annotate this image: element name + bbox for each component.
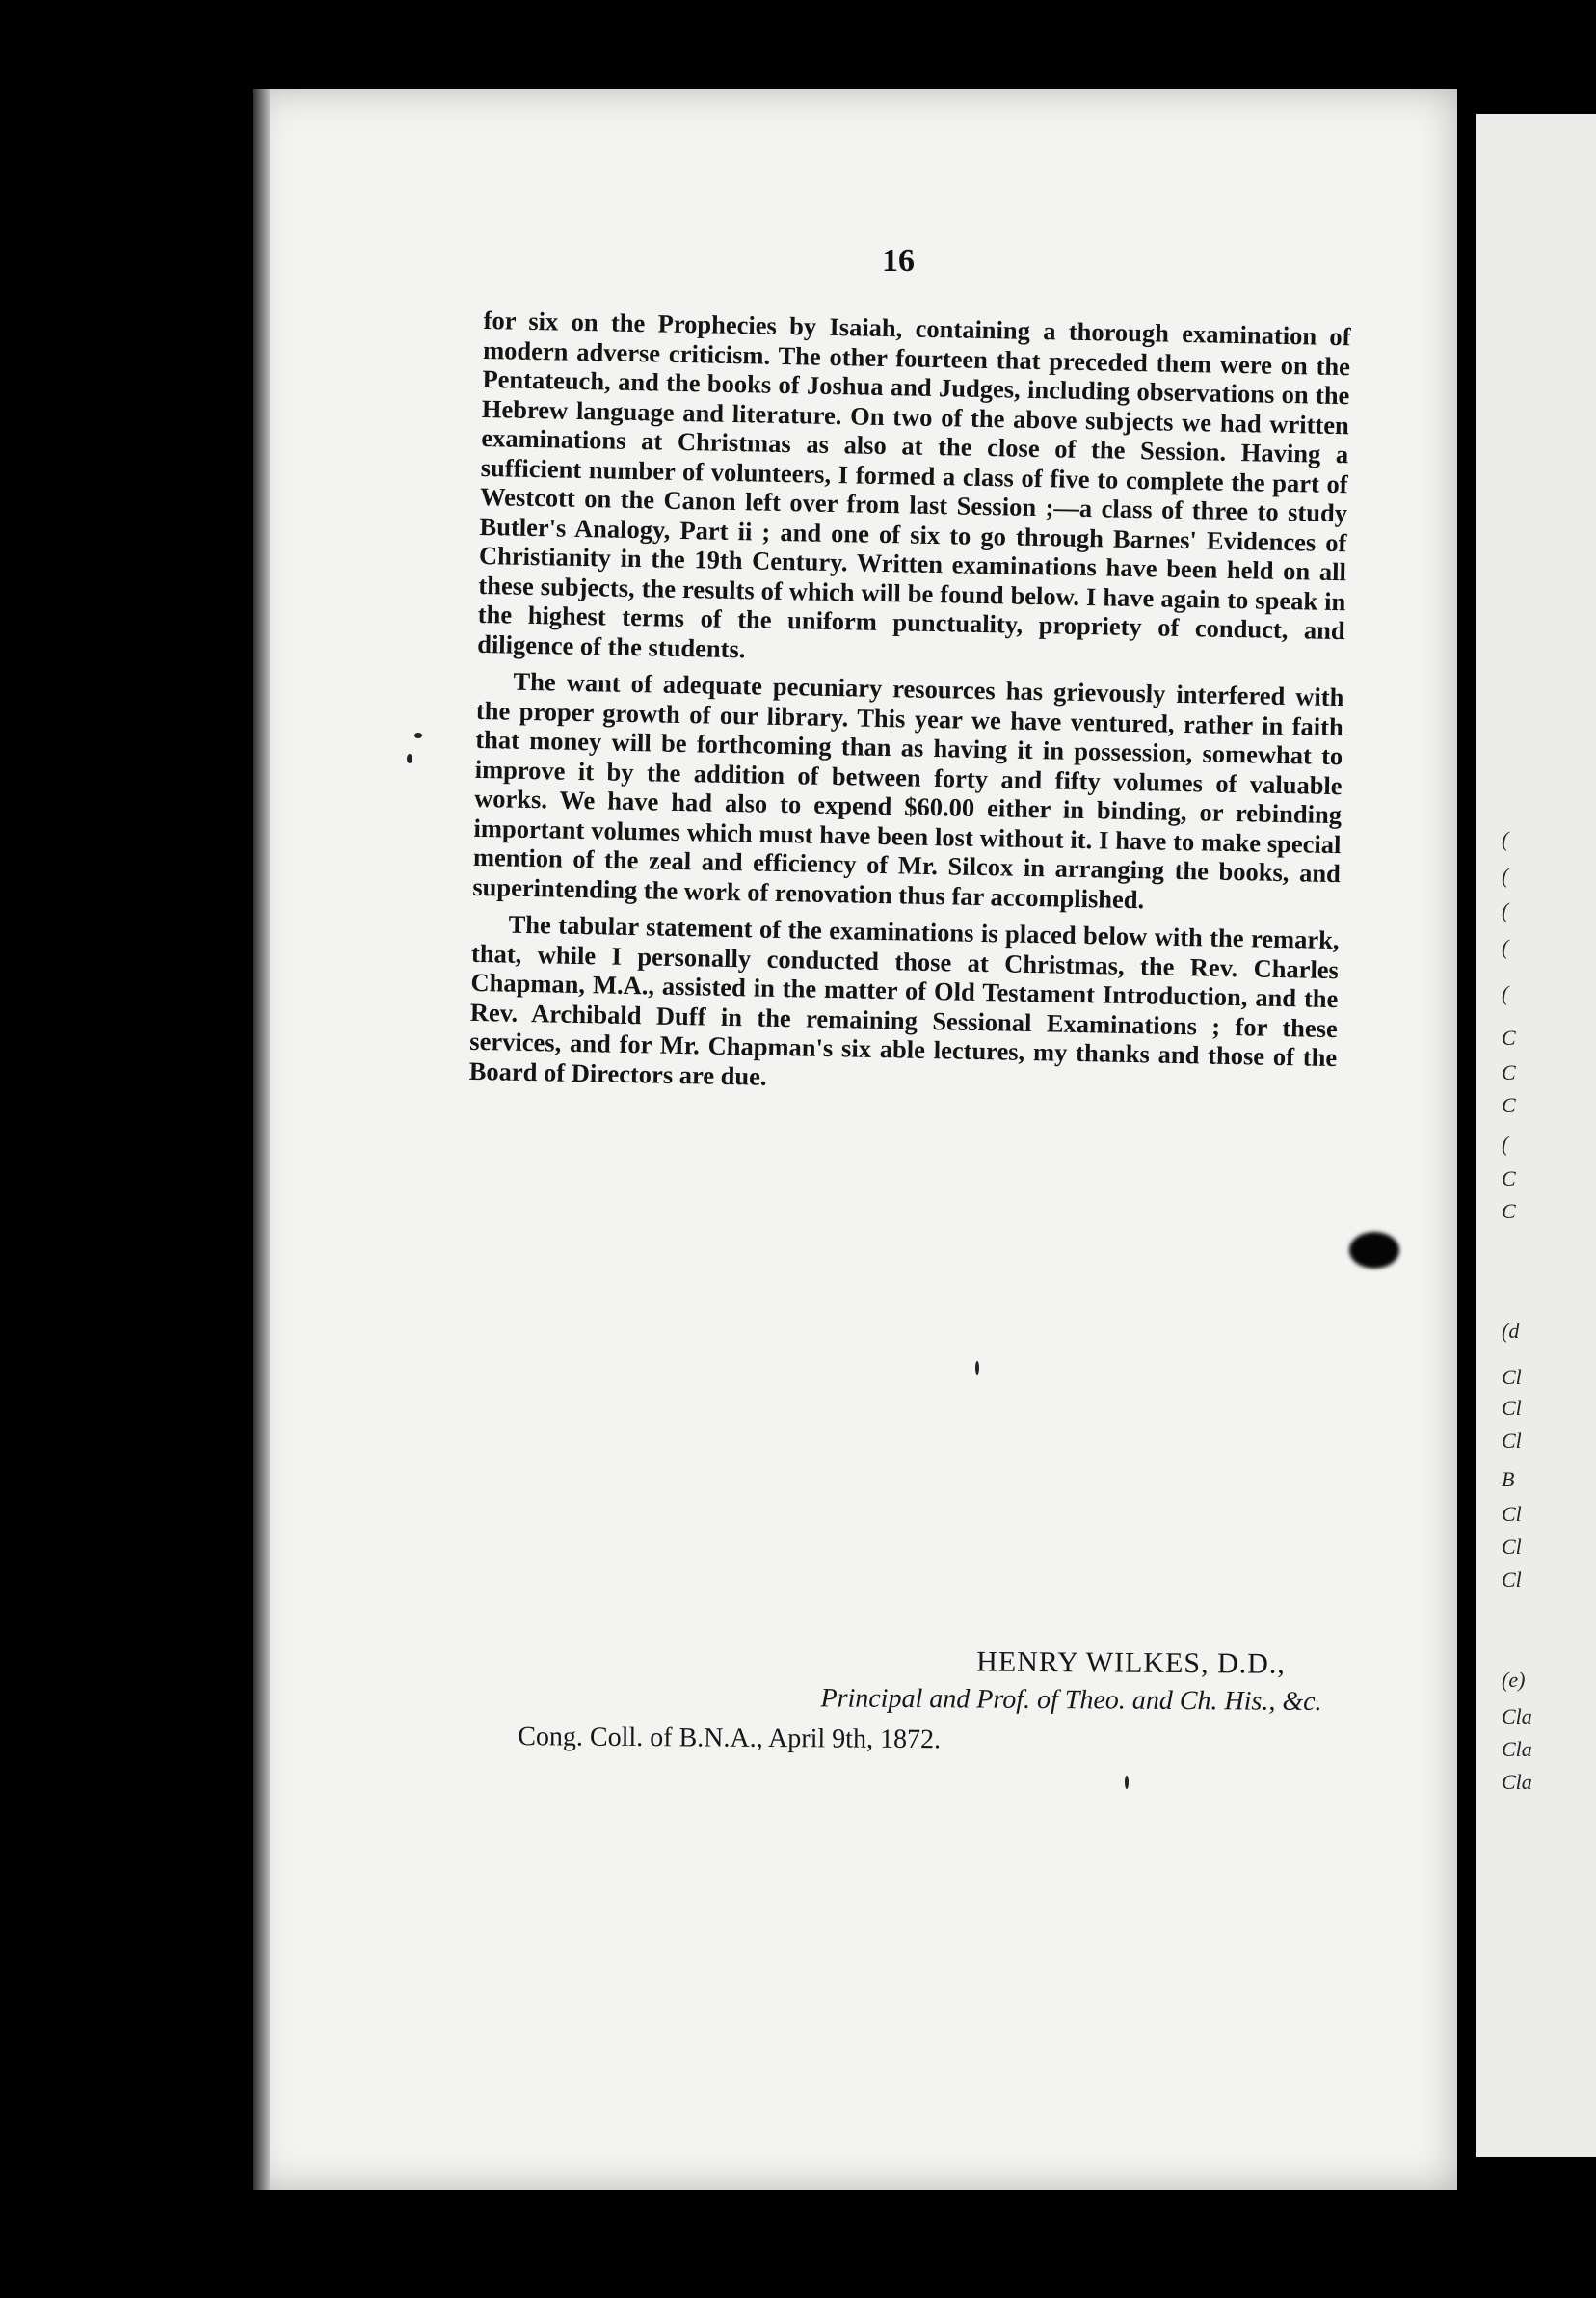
speck-mark (975, 1361, 979, 1375)
fragment: Cl (1502, 1567, 1522, 1591)
fragment: Cla (1502, 1737, 1532, 1761)
fragment: C (1502, 1026, 1516, 1050)
signature-name: HENRY WILKES, D.D., (976, 1645, 1286, 1680)
paragraph-1: for six on the Prophecies by Isaiah, containing a thorough examination of modern adverse criticism. The other fourteen that preceded them were on the Pentateuch, and the books of Joshua and Judges, including observations on the Hebrew language and literature. On two of the above subjects we had written examinations at Christmas as also at the close of the Session. Having a sufficient number of volunteers, I formed a class of five to complete the part of Westcott on the Canon left over from last Session ;—a class of three to study Butler's Analogy, Part ii ; and one of six to go through Barnes' Evidences of Christianity in the 19th Century. Written examinations have been held on all these subjects, the results of which will be found below. I have again to speak in the highest terms of the uniform punctuality, propriety of conduct, and diligence of the students. (476, 306, 1351, 663)
fragment: Cl (1502, 1396, 1522, 1420)
speck-mark (407, 754, 412, 763)
fragment: Cla (1502, 1770, 1532, 1794)
adjacent-page-edge (1476, 114, 1596, 2157)
fragment: ( (1502, 1132, 1509, 1156)
speck-mark (1125, 1776, 1129, 1789)
fragment: C (1502, 1060, 1516, 1084)
fragment: Cl (1502, 1502, 1522, 1526)
fragment: B (1502, 1467, 1515, 1491)
fragment: ( (1502, 981, 1509, 1005)
fragment: ( (1502, 864, 1509, 888)
page-edge-shadow (253, 89, 270, 2190)
document-page (253, 89, 1457, 2190)
page-number: 16 (882, 243, 915, 279)
fragment: C (1502, 1093, 1516, 1117)
fragment: (e) (1502, 1668, 1526, 1692)
fragment: Cl (1502, 1429, 1522, 1453)
speck-mark (414, 733, 422, 738)
fragment: ( (1502, 898, 1509, 922)
fragment: Cla (1502, 1704, 1532, 1728)
signature-title: Principal and Prof. of Theo. and Ch. His., &c. (820, 1683, 1322, 1718)
fragment: ( (1502, 827, 1509, 851)
paragraph-2: The want of adequate pecuniary resources has grievously interfered with the proper growth of our library. This year we have ventured, rather in faith that money will be forthcoming than as having it in possession, somewhat to improve it by the addition of between forty and fifty volumes of valuable works. We have had also to expend $60.00 either in binding, or rebinding important volumes which must have been lost without it. I have to make special mention of the zeal and efficiency of Mr. Silcox in arranging the books, and superintending the work of renovation thus far accomplished. (472, 666, 1344, 914)
paragraph-3: The tabular statement of the examinations is placed below with the remark, that, while I personally conducted those at Christmas, the Rev. Charles Chapman, M.A., assisted in the matter of Old Testament Introduction, and the Rev. Archibald Duff in the remaining Sessional Examinations ; for these services, and for Mr. Chapman's six able lectures, my thanks and those of the Board of Directors are due. (468, 909, 1340, 1091)
fragment: C (1502, 1166, 1516, 1190)
body-text (468, 306, 1351, 1109)
fragment: ( (1502, 935, 1509, 959)
ink-smudge (1349, 1232, 1399, 1269)
fragment: Cl (1502, 1535, 1522, 1559)
fragment: Cl (1502, 1365, 1522, 1389)
fragment: C (1502, 1199, 1516, 1223)
fragment: (d (1502, 1319, 1520, 1343)
signature-place-date: Cong. Coll. of B.N.A., April 9th, 1872. (518, 1722, 942, 1755)
signature-block (492, 1643, 1361, 1758)
